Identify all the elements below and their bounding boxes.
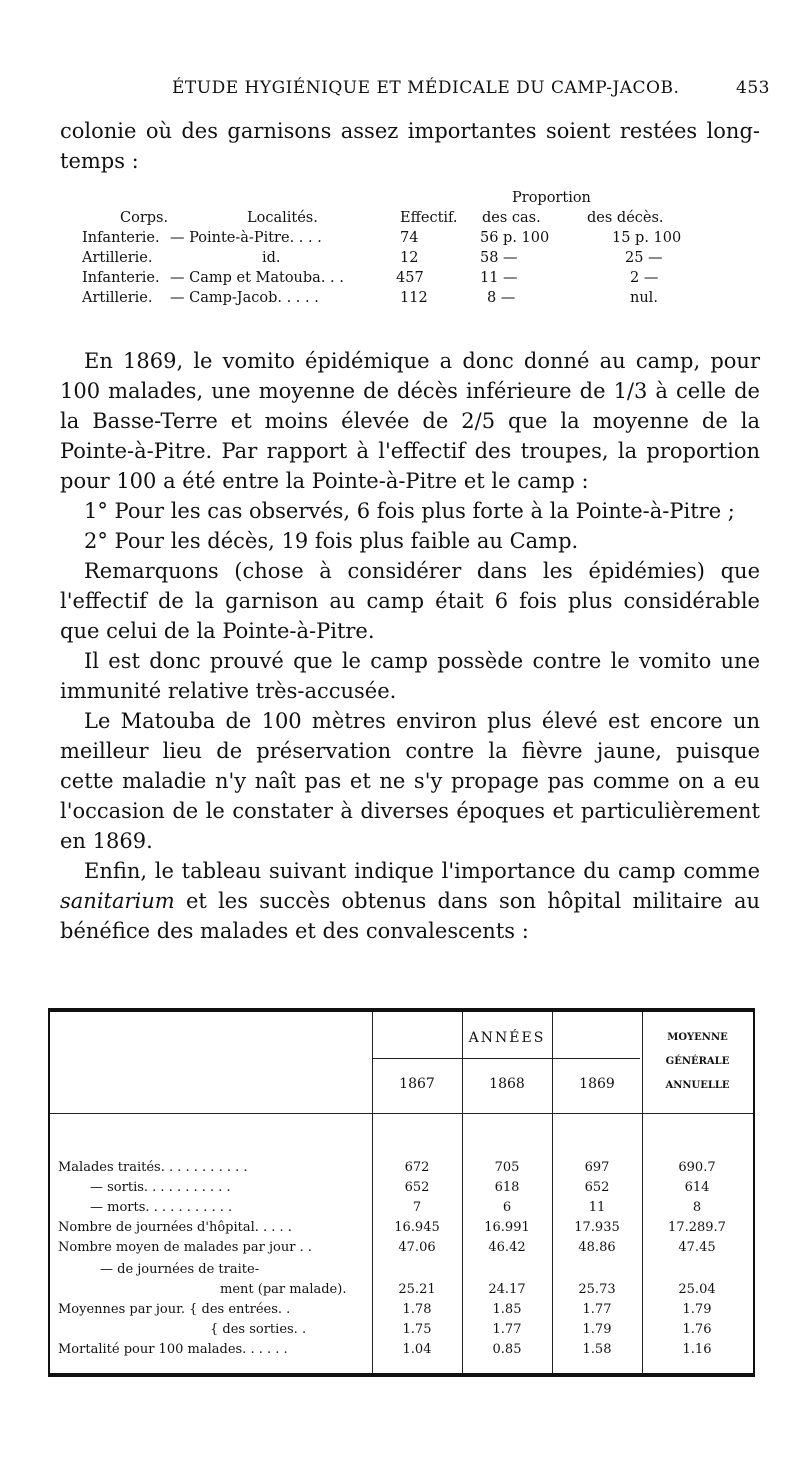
row-label: ment (par malade). xyxy=(220,1282,347,1297)
value-1867: 25.21 xyxy=(398,1282,436,1297)
cell-effectif: 12 xyxy=(400,250,419,266)
header-title: ÉTUDE HYGIÉNIQUE ET MÉDICALE DU CAMP-JACOB. xyxy=(172,78,680,98)
running-header xyxy=(60,78,770,102)
value-average: 47.45 xyxy=(678,1240,716,1255)
value-1869: 697 xyxy=(584,1160,610,1175)
row-label: — sortis. . . . . . . . . . . xyxy=(90,1180,231,1195)
value-1867: 1.04 xyxy=(402,1342,432,1357)
value-1869: 652 xyxy=(584,1180,610,1195)
value-1867: 7 xyxy=(412,1200,422,1215)
proportion-row xyxy=(82,248,722,268)
proportion-row xyxy=(82,268,722,288)
year-1869: 1869 xyxy=(579,1076,615,1092)
avg-heading-line3: ANNUELLE xyxy=(665,1080,730,1091)
text-run: et les succès obtenus dans son hôpital militaire au bénéfice des malades et des convalescents : xyxy=(60,889,760,943)
cell-localite: — Camp-Jacob. . . . . xyxy=(170,290,319,306)
value-1868: 6 xyxy=(502,1200,512,1215)
paragraph xyxy=(60,856,760,946)
value-1867: 652 xyxy=(404,1180,430,1195)
value-1869: 1.77 xyxy=(582,1302,612,1317)
value-1868: 0.85 xyxy=(492,1342,522,1357)
value-average: 1.79 xyxy=(682,1302,712,1317)
value-average: 690.7 xyxy=(678,1160,716,1175)
value-1867: 1.75 xyxy=(402,1322,432,1337)
years-heading: ANNÉES xyxy=(468,1030,546,1046)
value-1868: 1.77 xyxy=(492,1322,522,1337)
cell-corps: Infanterie. xyxy=(82,270,160,286)
cell-cas: 8 — xyxy=(487,290,516,306)
paragraph: Il est donc prouvé que le camp possède contre le vomito une immunité relative très-accusée. xyxy=(60,649,760,703)
avg-heading-line2: GÉNÉRALE xyxy=(665,1056,730,1067)
proportion-row xyxy=(82,288,722,308)
italic-term: sanitarium xyxy=(60,889,175,913)
years-rule xyxy=(372,1058,640,1059)
value-average: 8 xyxy=(692,1200,702,1215)
col-header-cas: des cas. xyxy=(482,210,541,226)
proportion-heading: Proportion xyxy=(512,190,591,206)
value-1868: 16.991 xyxy=(484,1220,530,1235)
value-1867: 16.945 xyxy=(394,1220,440,1235)
row-label: Nombre de journées d'hôpital. . . . . xyxy=(58,1220,292,1235)
proportion-heading-row xyxy=(82,188,722,208)
row-label: — de journées de traite- xyxy=(100,1262,260,1277)
cell-deces: 25 — xyxy=(625,250,663,266)
paragraph: Remarquons (chose à considérer dans les épidémies) que l'effectif de la garnison au camp était 6 fois plus considérable que celui de la Pointe-à-Pitre. xyxy=(60,559,760,643)
cell-effectif: 74 xyxy=(400,230,419,246)
row-label: Mortalité pour 100 malades. . . . . . xyxy=(58,1342,288,1357)
paragraph: 2° Pour les décès, 19 fois plus faible au Camp. xyxy=(84,529,579,553)
value-1869: 1.79 xyxy=(582,1322,612,1337)
value-average: 1.16 xyxy=(682,1342,712,1357)
page-number: 453 xyxy=(736,78,770,98)
proportion-row xyxy=(82,228,722,248)
value-average: 1.76 xyxy=(682,1322,712,1337)
col-header-localites: Localités. xyxy=(247,210,318,226)
col-header-deces: des décès. xyxy=(587,210,664,226)
value-1869: 17.935 xyxy=(574,1220,620,1235)
value-1868: 705 xyxy=(494,1160,520,1175)
avg-heading-line1: MOYENNE xyxy=(667,1032,728,1043)
value-average: 614 xyxy=(684,1180,710,1195)
row-label: Malades traités. . . . . . . . . . . xyxy=(58,1160,248,1175)
paragraph: 1° Pour les cas observés, 6 fois plus forte à la Pointe-à-Pitre ; xyxy=(84,499,735,523)
year-1867: 1867 xyxy=(399,1076,435,1092)
value-1869: 25.73 xyxy=(578,1282,616,1297)
cell-cas: 11 — xyxy=(480,270,518,286)
value-average: 25.04 xyxy=(678,1282,716,1297)
paragraph: En 1869, le vomito épidémique a donc donné au camp, pour 100 malades, une moyenne de décès inférieure de 1/3 à celle de la Basse-Terre et moins élevée de 2/5 que la moyenne de la Pointe-à-Pitre. Par rapport à l'effectif des troupes, la proportion pour 100 a été entre la Pointe-à-Pitre et le camp : xyxy=(60,349,760,493)
cell-deces: 15 p. 100 xyxy=(612,230,682,246)
cell-deces: nul. xyxy=(630,290,658,306)
value-average: 17.289.7 xyxy=(668,1220,726,1235)
header-rule xyxy=(50,1113,753,1114)
row-label: — morts. . . . . . . . . . . xyxy=(90,1200,233,1215)
cell-effectif: 457 xyxy=(396,270,424,286)
cell-effectif: 112 xyxy=(400,290,428,306)
intro-paragraph: colonie où des garnisons assez importantes soient restées long-temps : xyxy=(60,119,760,173)
proportion-column-headers xyxy=(82,208,722,228)
value-1868: 618 xyxy=(494,1180,520,1195)
value-1867: 1.78 xyxy=(402,1302,432,1317)
proportion-table xyxy=(82,188,722,308)
main-text xyxy=(60,346,760,946)
value-1868: 46.42 xyxy=(488,1240,526,1255)
value-1867: 672 xyxy=(404,1160,430,1175)
cell-cas: 56 p. 100 xyxy=(480,230,550,246)
row-label: Moyennes par jour. { des entrées. . xyxy=(58,1302,291,1317)
cell-corps: Artillerie. xyxy=(82,250,153,266)
intro-text xyxy=(60,116,760,176)
value-1869: 48.86 xyxy=(578,1240,616,1255)
row-label: Nombre moyen de malades par jour . . xyxy=(58,1240,312,1255)
row-label: { des sorties. . xyxy=(210,1322,307,1337)
hospital-stats-table xyxy=(48,1008,755,1377)
value-1869: 11 xyxy=(588,1200,606,1215)
text-run: Enfin, le tableau suivant indique l'importance du camp comme xyxy=(84,859,760,883)
value-1869: 1.58 xyxy=(582,1342,612,1357)
value-1868: 24.17 xyxy=(488,1282,526,1297)
year-1868: 1868 xyxy=(489,1076,525,1092)
cell-localite: — Camp et Matouba. . . xyxy=(170,270,344,286)
cell-cas: 58 — xyxy=(480,250,518,266)
value-1868: 1.85 xyxy=(492,1302,522,1317)
cell-localite: id. xyxy=(262,250,281,266)
paragraph: Le Matouba de 100 mètres environ plus élevé est encore un meilleur lieu de préservation contre la fièvre jaune, puisque cette maladie n'y naît pas et ne s'y propage pas comme on a eu l'occasion de le constater à diverses époques et particulièrement en 1869. xyxy=(60,709,760,853)
cell-corps: Infanterie. xyxy=(82,230,160,246)
col-header-corps: Corps. xyxy=(120,210,169,226)
cell-deces: 2 — xyxy=(630,270,659,286)
cell-corps: Artillerie. xyxy=(82,290,153,306)
col-header-effectif: Effectif. xyxy=(400,210,458,226)
value-1867: 47.06 xyxy=(398,1240,436,1255)
cell-localite: — Pointe-à-Pitre. . . . xyxy=(170,230,322,246)
